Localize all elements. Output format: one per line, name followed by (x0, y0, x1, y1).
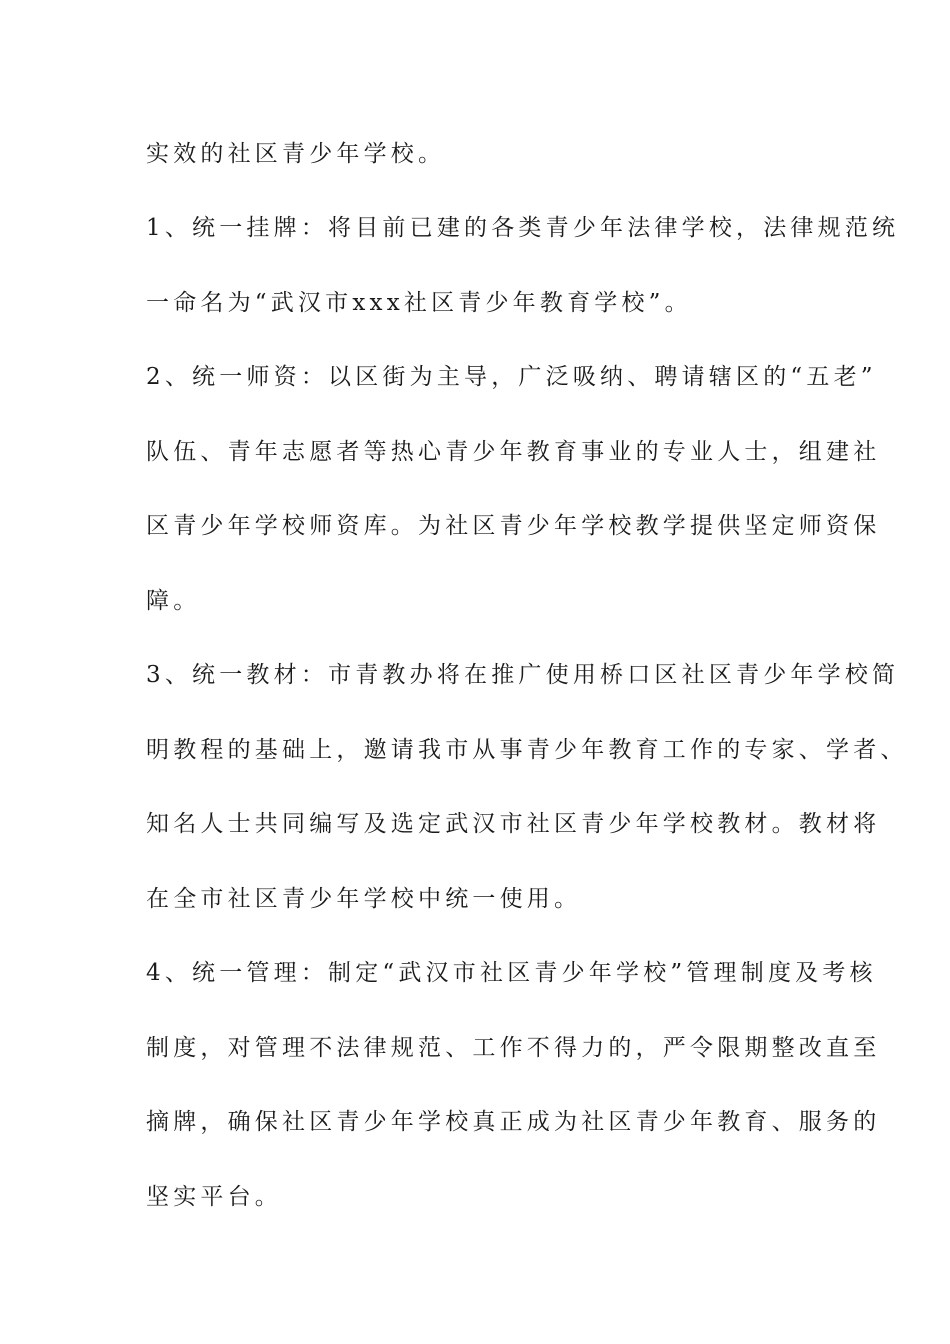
text-line: 知名人士共同编写及选定武汉市社区青少年学校教材。教材将 (146, 811, 881, 837)
text-line: 明教程的基础上，邀请我市从事青少年教育工作的专家、学者、 (146, 737, 908, 763)
text-line: 1、统一挂牌：将目前已建的各类青少年法律学校，法律规范统 (146, 215, 900, 241)
text-line: 摘牌，确保社区青少年学校真正成为社区青少年教育、服务的 (146, 1109, 881, 1135)
text-line: 实效的社区青少年学校。 (146, 141, 446, 167)
text-line: 2、统一师资：以区街为主导，广泛吸纳、聘请辖区的“五老” (146, 364, 877, 390)
text-line: 坚实平台。 (146, 1184, 282, 1210)
text-line: 在全市社区青少年学校中统一使用。 (146, 886, 582, 912)
text-line: 4、统一管理：制定“武汉市社区青少年学校”管理制度及考核 (146, 960, 877, 986)
text-line: 障。 (146, 588, 201, 614)
text-line: 一命名为“武汉市xxx社区青少年教育学校”。 (146, 290, 692, 316)
text-line: 区青少年学校师资库。为社区青少年学校教学提供坚定师资保 (146, 513, 881, 539)
text-line: 队伍、青年志愿者等热心青少年教育事业的专业人士，组建社 (146, 439, 881, 465)
text-line: 制度，对管理不法律规范、工作不得力的，严令限期整改直至 (146, 1035, 881, 1061)
text-line: 3、统一教材：市青教办将在推广使用桥口区社区青少年学校简 (146, 662, 900, 688)
